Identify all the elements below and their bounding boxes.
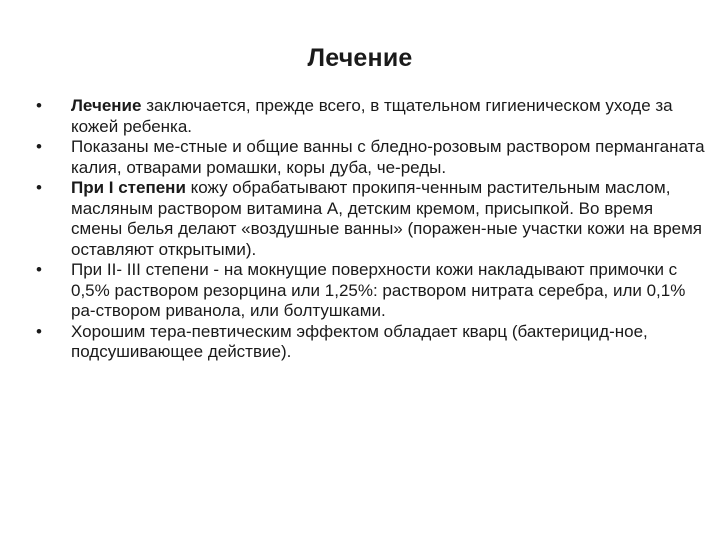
bullet-dot-icon: • <box>36 178 42 197</box>
bullet-lead: При I степени <box>71 178 186 197</box>
bullet-item <box>36 260 708 322</box>
bullet-item <box>36 137 708 178</box>
bullet-dot-icon: • <box>36 96 42 115</box>
bullet-text: кожу обрабатывают прокипя-ченным растительным маслом, масляным раствором витамина А, детским кремом, присыпкой. Во время смены белья делают «воздушные ванны» (поражен-ные участки кожи на время оставляют открытыми). <box>71 178 703 259</box>
bullet-dot-icon: • <box>36 260 42 279</box>
bullet-dot-icon: • <box>36 137 42 156</box>
bullet-text: Хорошим тера-певтическим эффектом обладает кварц (бактерицид-ное, подсушивающее действие). <box>71 321 648 361</box>
bullet-list <box>36 96 708 363</box>
bullet-lead: Лечение <box>71 96 142 115</box>
bullet-text: Показаны ме-стные и общие ванны с бледно-розовым раствором перманганата калия, отварами ромашки, коры дуба, че-реды. <box>71 137 705 177</box>
bullet-item <box>36 96 708 137</box>
bullet-dot-icon: • <box>36 321 42 341</box>
bullet-text: При II- III степени - на мокнущие поверхности кожи накладывают примочки с 0,5% раствором резорцина или 1,25%: раствором нитрата серебра, или 0,1% ра-створом риванола, или болтушками. <box>71 260 686 320</box>
bullet-item <box>36 322 708 363</box>
bullet-text: заключается, прежде всего, в тщательном гигиеническом уходе за кожей ребенка. <box>71 96 673 136</box>
bullet-item <box>36 178 708 260</box>
slide-title: Лечение <box>307 44 413 72</box>
